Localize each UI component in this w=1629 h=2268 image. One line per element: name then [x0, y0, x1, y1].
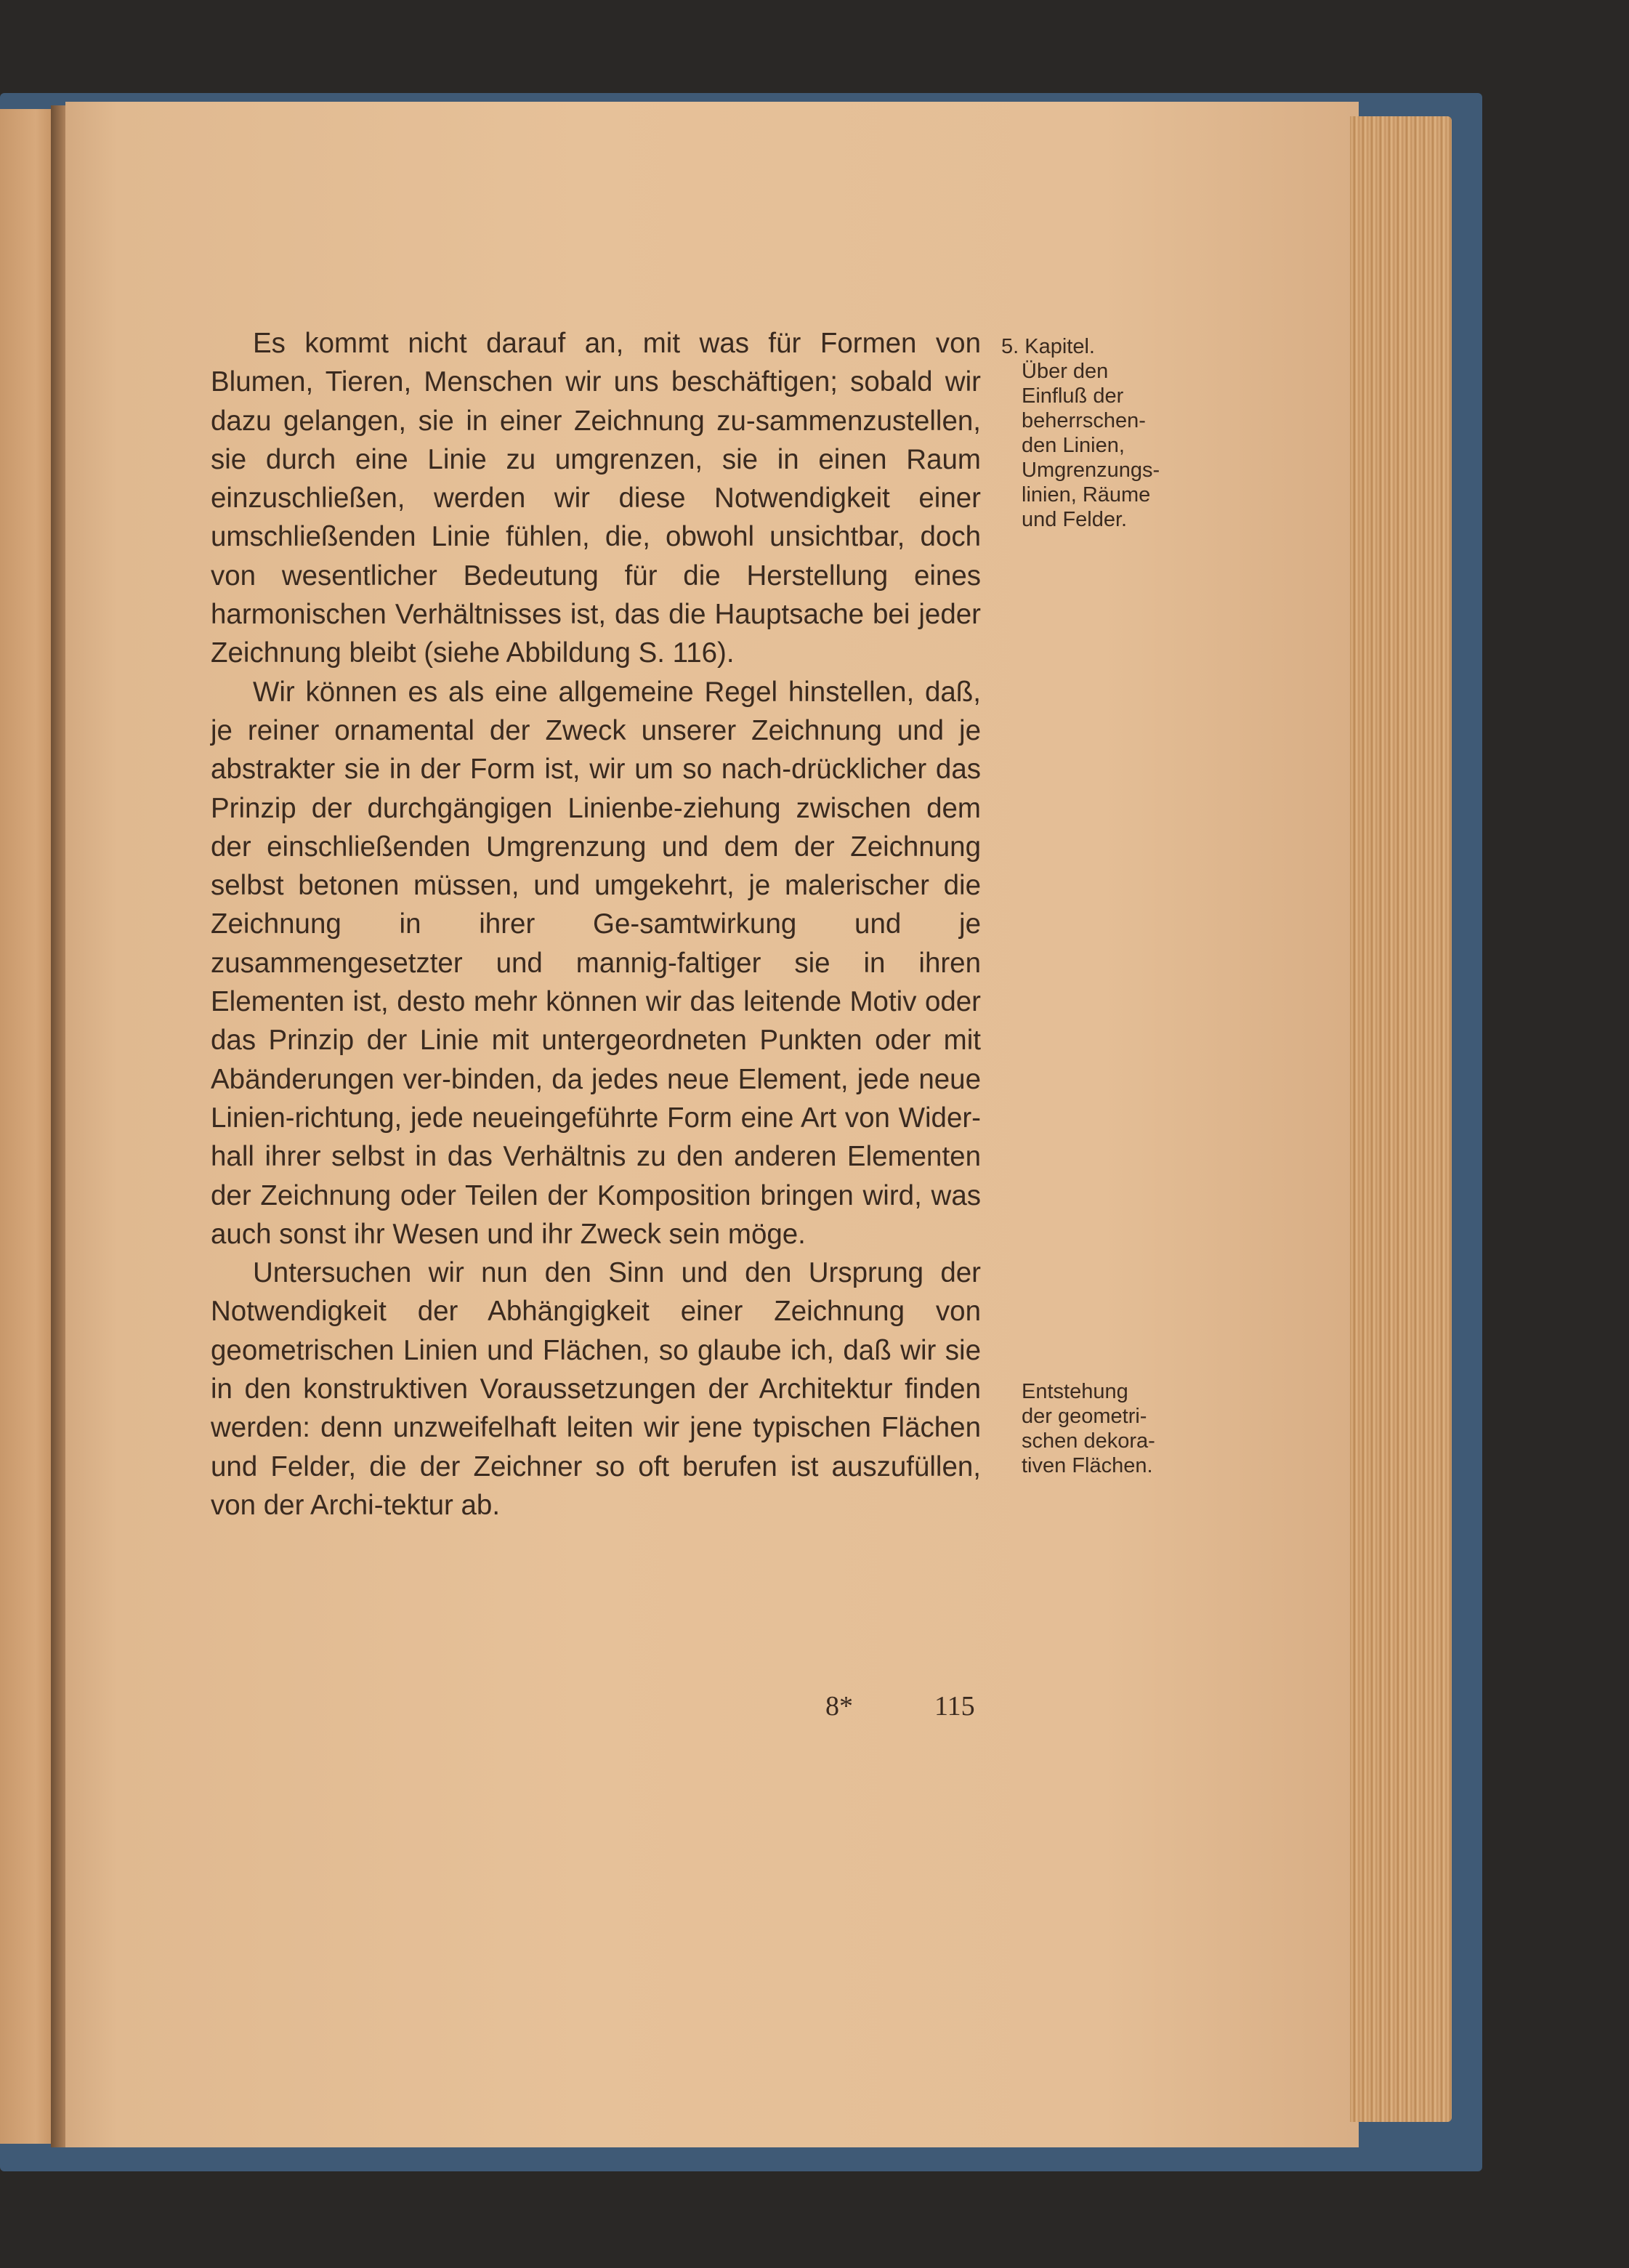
margin-note-line: Umgrenzungs- [1022, 459, 1160, 482]
paragraph-3: Untersuchen wir nun den Sinn und den Ursprung der Notwendigkeit der Abhängigkeit einer Zeichnung von geometrischen Linien und Flächen, so glaube ich, daß wir sie in den konstruktiven Voraussetzungen der Architektur finden werden: denn unzweifelhaft leiten wir jene typischen Flächen und Felder, die der Zeichner so oft berufen ist auszufüllen, von der Archi-tektur ab. [211, 1257, 981, 1521]
margin-note-line: Über den [1022, 360, 1109, 383]
paragraph-1: Es kommt nicht darauf an, mit was für Formen von Blumen, Tieren, Menschen wir uns beschäftigen; sobald wir dazu gelangen, sie in einer Zeichnung zu-sammenzustellen, sie durch eine Linie zu umgrenzen, sie in einen Raum einzuschließen, werden wir diese Notwendigkeit einer umschließenden Linie fühlen, die, obwohl unsichtbar, doch von wesentlicher Bedeutung für die Herstellung eines harmonischen Verhältnisses ist, das die Hauptsache bei jeder Zeichnung bleibt (siehe Abbildung S. 116). [211, 328, 981, 669]
margin-note-line: der geometri- [1022, 1405, 1147, 1428]
margin-note-line: tiven Flächen. [1022, 1454, 1153, 1477]
signature-mark: 8* [825, 1691, 853, 1722]
body-text [211, 324, 981, 1525]
paragraph-2: Wir können es als eine allgemeine Regel hinstellen, daß, je reiner ornamental der Zweck unserer Zeichnung und je abstrakter sie in der Form ist, wir um so nach-drücklicher das Prinzip der durchgängigen Linienbe-ziehung zwischen dem der einschließenden Umgrenzung und dem der Zeichnung selbst betonen müssen, und umgekehrt, je malerischer die Zeichnung in ihrer Ge-samtwirkung und je zusammengesetzter und mannig-faltiger sie in ihren Elementen ist, desto mehr können wir das leitende Motiv oder das Prinzip der Linie mit untergeordneten Punkten oder mit Abänderungen ver-binden, da jedes neue Element, jede neue Linien-richtung, jede neueingeführte Form eine Art von Wider-hall ihrer selbst in das Verhältnis zu den anderen Elementen der Zeichnung oder Teilen der Komposition bringen wird, was auch sonst ihr Wesen und ihr Zweck sein möge. [211, 676, 981, 1250]
margin-note-line: und Felder. [1022, 508, 1128, 531]
margin-note-line: Entstehung [1022, 1380, 1128, 1403]
margin-note-line: linien, Räume [1022, 483, 1151, 507]
margin-note-line: den Linien, [1022, 434, 1125, 457]
margin-note-chapter [1001, 334, 1190, 532]
margin-note-line: schen dekora- [1022, 1429, 1155, 1453]
margin-note-origin [1001, 1379, 1190, 1478]
page-edges [1350, 116, 1452, 2122]
margin-note-line: Einfluß der [1022, 384, 1124, 408]
chapter-label: 5. Kapitel. [1001, 335, 1095, 358]
margin-note-line: beherrschen- [1022, 409, 1146, 432]
page-number: 115 [934, 1691, 975, 1722]
